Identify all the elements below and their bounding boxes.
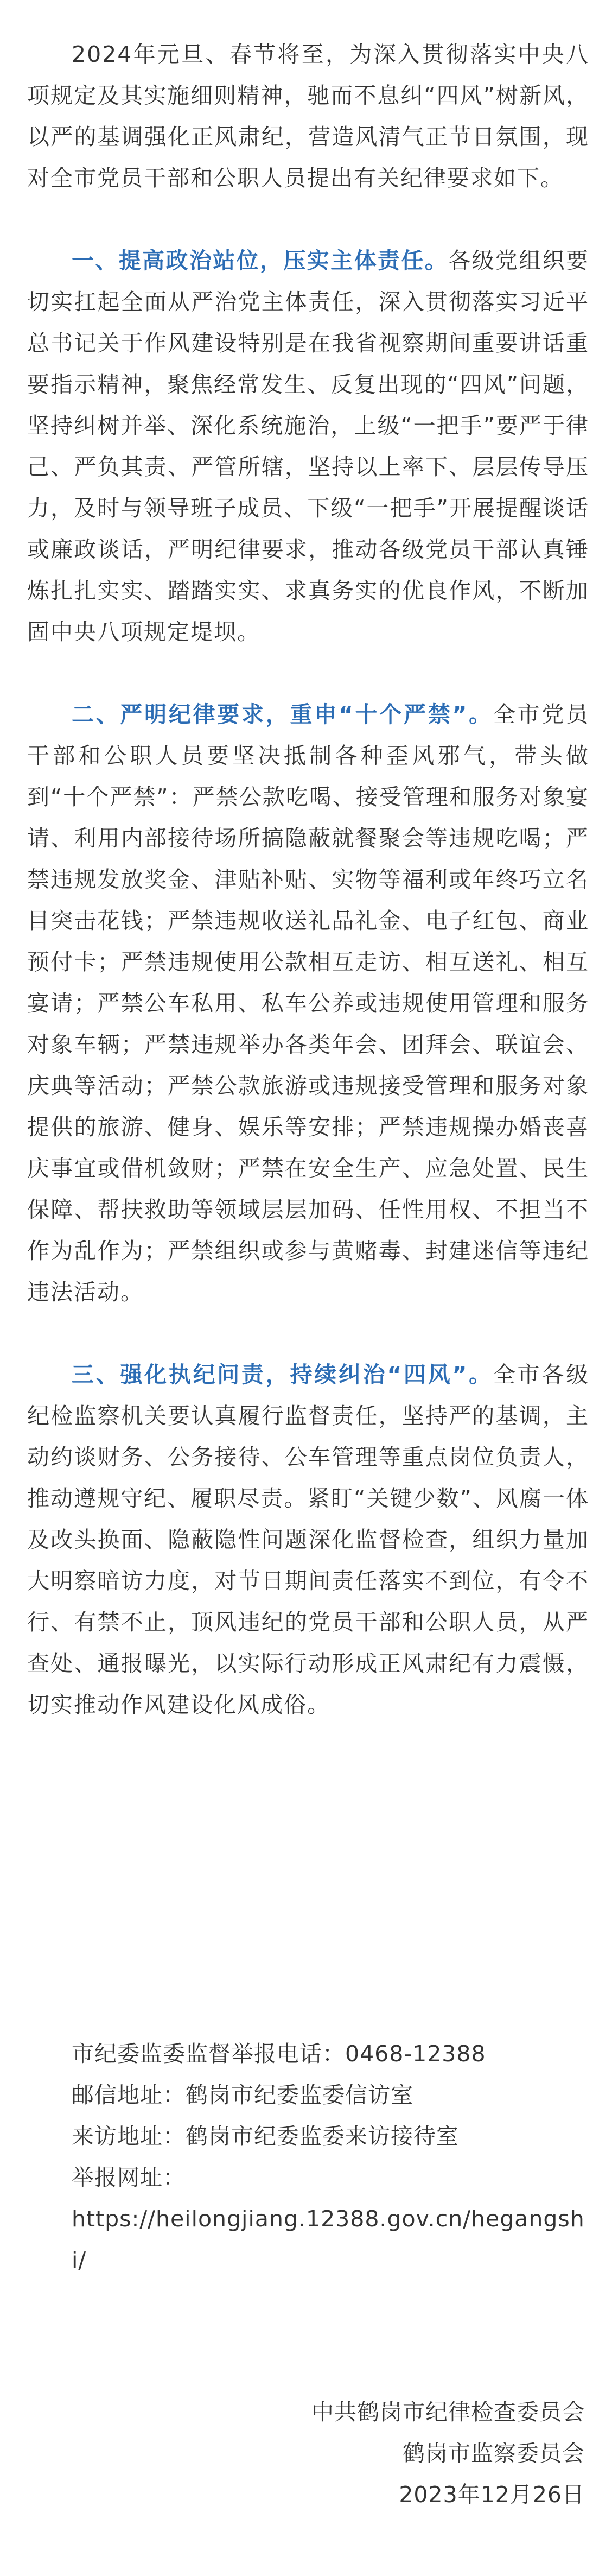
- intro-text: 2024年元旦、春节将至，为深入贯彻落实中央八项规定及其实施细则精神，驰而不息纠“四风”树新风，以严的基调强化正风肃纪，营造风清气正节日氛围，现对全市党员干部和公职人员提出有关纪律要求如下。: [27, 41, 589, 191]
- signature-org-1: 中共鹤岗市纪律检查委员会: [311, 2399, 585, 2425]
- contact-info: [27, 2033, 589, 2281]
- report-website-link[interactable]: https://heilongjiang.12388.gov.cn/hegangshi/: [72, 2206, 585, 2273]
- section-body-1: 各级党组织要切实扛起全面从严治党主体责任，深入贯彻落实习近平总书记关于作风建设特别是在我省视察期间重要讲话重要指示精神，聚焦经常发生、反复出现的“四风”问题，坚持纠树并举、深化系统施治，上级“一把手”要严于律己、严负其责、严管所辖，坚持以上率下、层层传导压力，及时与领导班子成员、下级“一把手”开展提醒谈话或廉政谈话，严明纪律要求，推动各级党员干部认真锤炼扎扎实实、踏踏实实、求真务实的优良作风，不断加固中央八项规定堤坝。: [27, 248, 589, 645]
- notice-body: [27, 34, 589, 1725]
- signature-block: [311, 2391, 585, 2515]
- section-heading-1: 一、提高政治站位，压实主体责任。: [72, 248, 449, 274]
- section-body-2: 全市党员干部和公职人员要坚决抵制各种歪风邪气，带头做到“十个严禁”：严禁公款吃喝、接受管理和服务对象宴请、利用内部接待场所搞隐蔽就餐聚会等违规吃喝；严禁违规发放奖金、津贴补贴、实物等福利或年终巧立名目突击花钱；严禁违规收送礼品礼金、电子红包、商业预付卡；严禁违规使用公款相互走访、相互送礼、相互宴请；严禁公车私用、私车公养或违规使用管理和服务对象车辆；严禁违规举办各类年会、团拜会、联谊会、庆典等活动；严禁公款旅游或违规接受管理和服务对象提供的旅游、健身、娱乐等安排；严禁违规操办婚丧喜庆事宜或借机敛财；严禁在安全生产、应急处置、民生保障、帮扶救助等领域层层加码、任性用权、不担当不作为乱作为；严禁组织或参与黄赌毒、封建迷信等违纪违法活动。: [27, 701, 589, 1305]
- signature-date: 2023年12月26日: [399, 2482, 585, 2508]
- section-body-3: 全市各级纪检监察机关要认真履行监督责任，坚持严的基调，主动约谈财务、公务接待、公车管理等重点岗位负责人，推动遵规守纪、履职尽责。紧盯“关键少数”、风腐一体及改头换面、隐蔽隐性问题深化监督检查，组织力量加大明察暗访力度，对节日期间责任落实不到位，有令不行、有禁不止，顶风违纪的党员干部和公职人员，从严查处、通报曝光，以实际行动形成正风肃纪有力震慑，切实推动作风建设化风成俗。: [27, 1362, 589, 1718]
- section-heading-3: 三、强化执纪问责，持续纠治“四风”。: [72, 1362, 493, 1388]
- section-paragraph-1: [27, 240, 589, 653]
- visit-address: 来访地址：鹤岗市纪委监委来访接待室: [72, 2123, 459, 2149]
- intro-paragraph: [27, 34, 589, 199]
- report-phone: 市纪委监委监督举报电话：0468-12388: [72, 2041, 486, 2067]
- section-paragraph-2: [27, 694, 589, 1313]
- section-paragraph-3: [27, 1354, 589, 1725]
- report-website-label: 举报网址：: [72, 2164, 186, 2191]
- mail-address: 邮信地址：鹤岗市纪委监委信访室: [72, 2082, 413, 2108]
- signature-org-2: 鹤岗市监察委员会: [403, 2440, 585, 2466]
- section-heading-2: 二、严明纪律要求，重申“十个严禁”。: [72, 701, 493, 727]
